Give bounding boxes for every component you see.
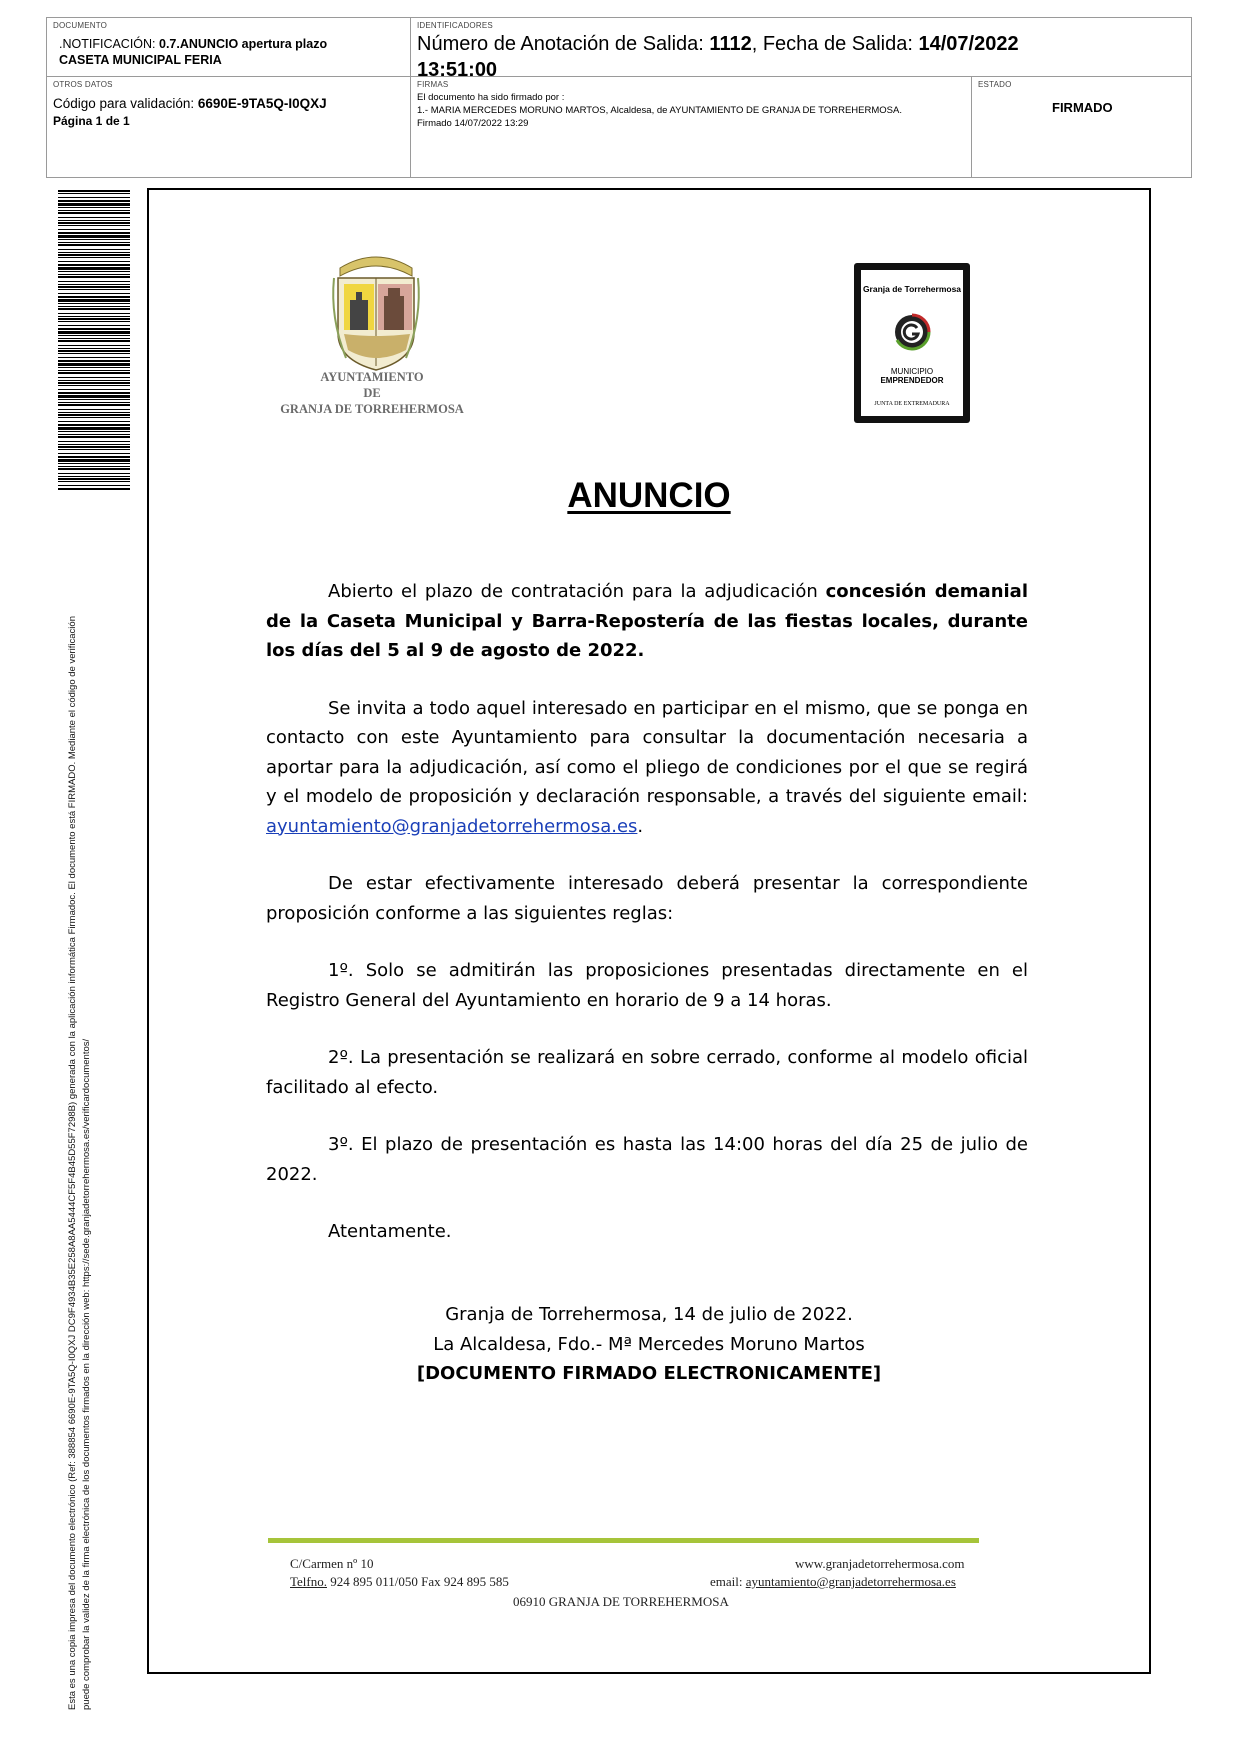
paragraph-2 [266, 694, 1028, 842]
paragraph-1-intro: Abierto el plazo de contratación para la adjudicación [328, 581, 826, 602]
documento-value [59, 36, 404, 68]
emprendedor-sub-3: JUNTA DE EXTREMADURA [874, 401, 950, 407]
barcode [58, 190, 130, 490]
paragraph-1 [266, 577, 1028, 666]
codigo-label: Código para validación: [53, 96, 198, 111]
documento-label: DOCUMENTO [53, 21, 108, 30]
firmas-cell [410, 76, 972, 178]
side-note-line-2: puede comprobar la validez de la firma electrónica de los documentos firmados en la dirección web: https://sede.granjadetorrehermosa.es/verificardocumentos/ [81, 1038, 92, 1710]
num-anotacion-label: Número de Anotación de Salida: [417, 33, 710, 55]
otros-datos-cell [46, 76, 411, 178]
documento-title-1: 0.7.ANUNCIO apertura plazo [159, 37, 328, 51]
documento-cell [46, 17, 411, 77]
logo-line-1: AYUNTAMIENTO [320, 370, 424, 384]
rule-3: 3º. El plazo de presentación es hasta las 14:00 horas del día 25 de julio de 2022. [266, 1134, 1028, 1185]
emprendedor-sub-2: EMPRENDEDOR [880, 376, 944, 385]
estado-value: FIRMADO [1052, 100, 1113, 115]
sign-off: Atentamente. [328, 1221, 452, 1242]
firmas-line-3: Firmado 14/07/2022 13:29 [417, 118, 529, 129]
fecha-salida-label: , Fecha de Salida: [751, 33, 919, 55]
rule-1: 1º. Solo se admitirán las proposiciones presentadas directamente en el Registro General del Ayuntamiento en horario de 9 a 14 horas. [266, 960, 1028, 1011]
municipio-emprendedor-logo [854, 263, 970, 423]
footer-postal: 06910 GRANJA DE TORREHERMOSA [513, 1594, 729, 1609]
hora-salida-value: 13:51:00 [417, 59, 498, 81]
footer-phone [290, 1574, 509, 1590]
firmas-value [417, 91, 965, 130]
footer-address: C/Carmen nº 10 [290, 1556, 374, 1571]
paragraph-1-bold: concesión demanial de la Caseta Municipal y Barra-Repostería de las fiestas locales, durante los días del 5 al 9 de agosto de 2022. [266, 581, 1028, 661]
side-note-line-1: Esta es una copia impresa del documento electrónico (Ref: 388854 6690E-9TA5Q-I0QXJ DC9F4934B35E258A8AA5444CF5F4B45D55F7298B) generada con la aplicación informática Firmadoc. El documento está FIRMADO. Mediante el código de verificación [67, 616, 78, 1710]
logo-line-3: GRANJA DE TORREHERMOSA [280, 402, 464, 416]
signature-block [147, 1300, 1151, 1389]
footer-divider [268, 1538, 979, 1543]
estado-label: ESTADO [978, 80, 1012, 89]
identificadores-cell [410, 17, 1192, 81]
coat-of-arms-icon [326, 238, 426, 373]
firmas-line-1: El documento ha sido firmado por : [417, 92, 565, 103]
logo-line-2: DE [363, 386, 381, 400]
footer-email-link[interactable]: ayuntamiento@granjadetorrehermosa.es [745, 1574, 956, 1589]
closing-place-date: Granja de Torrehermosa, 14 de julio de 2022. [445, 1304, 853, 1325]
num-anotacion-value: 1112 [709, 33, 752, 55]
pagina: Página 1 de 1 [53, 114, 130, 128]
footer-phone-number: 924 895 011/050 Fax 924 895 585 [327, 1574, 509, 1589]
paragraph-3: De estar efectivamente interesado deberá presentar la correspondiente proposición conforme a las siguientes reglas: [266, 873, 1028, 924]
documento-prefix: .NOTIFICACIÓN: [59, 37, 159, 51]
document-header-table [46, 17, 1192, 178]
footer-email [710, 1574, 956, 1590]
document-body [266, 577, 1028, 1247]
paragraph-2-text: Se invita a todo aquel interesado en participar en el mismo, que se ponga en contacto con este Ayuntamiento para consultar la documentación necesaria a aportar para la adjudicación, así como el pliego de condiciones por el que se regirá y el modelo de proposición y declaración responsable, a través del siguiente email: [266, 697, 1028, 807]
footer-email-label: email: [710, 1574, 746, 1589]
footer-phone-label: Telfno. [290, 1574, 327, 1589]
firmas-line-2: 1.- MARIA MERCEDES MORUNO MARTOS, Alcaldesa, de AYUNTAMIENTO DE GRANJA DE TORREHERMOSA. [417, 105, 902, 116]
side-verification-note [66, 500, 100, 1710]
paragraph-2-end: . [637, 815, 644, 837]
identificadores-label: IDENTIFICADORES [417, 21, 493, 30]
emprendedor-sub-1: MUNICIPIO [890, 367, 934, 376]
documento-title-2: CASETA MUNICIPAL FERIA [59, 53, 222, 67]
otros-datos-value [53, 95, 404, 130]
closing-signer: La Alcaldesa, Fdo.- Mª Mercedes Moruno Martos [433, 1333, 865, 1355]
closing-electronic-signature: [DOCUMENTO FIRMADO ELECTRONICAMENTE] [416, 1363, 882, 1384]
ayuntamiento-name [272, 369, 472, 417]
email-link[interactable]: ayuntamiento@granjadetorrehermosa.es [266, 815, 638, 837]
emprendedor-ring-icon [893, 313, 931, 351]
otros-datos-label: OTROS DATOS [53, 80, 113, 89]
firmas-label: FIRMAS [417, 80, 449, 89]
emprendedor-title: Granja de Torrehermosa [862, 284, 962, 294]
estado-cell [971, 76, 1192, 178]
footer-web-link[interactable]: www.granjadetorrehermosa.com [795, 1556, 965, 1571]
ayuntamiento-logo [272, 238, 472, 418]
fecha-salida-value: 14/07/2022 [918, 33, 1019, 55]
rule-2: 2º. La presentación se realizará en sobre cerrado, conforme al modelo oficial facilitado al efecto. [266, 1047, 1028, 1098]
codigo-value: 6690E-9TA5Q-I0QXJ [197, 96, 327, 111]
document-title: ANUNCIO [567, 476, 731, 515]
